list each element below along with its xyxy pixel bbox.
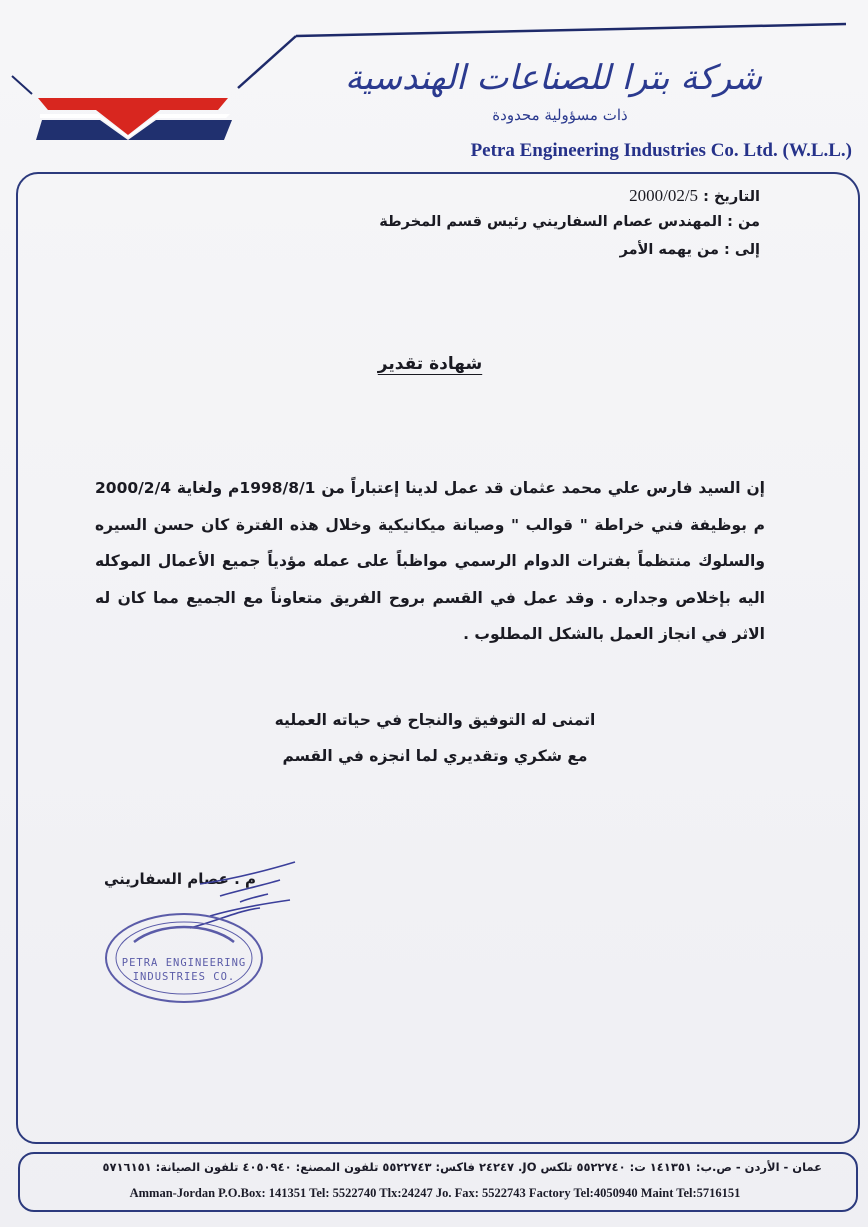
letter-body: إن السيد فارس علي محمد عثمان قد عمل لدينا إعتباراً من 1998/8/1م ولغاية 2000/2/4 م بوظيفة فني خراطة " قوالب " وصيانة ميكانيكية وخلال هذه الفترة كان حسن السيره والسلوك منتظماً بفترات الدوام الرسمي مواظباً على عمله مؤدياً جميع الأعمال الموكله اليه بإخلاص وجداره . وقد عمل في القسم بروح الفريق متعاوناً مع الجميع مما كان له الاثر في انجاز العمل بالشكل المطلوب . — [95, 479, 765, 643]
company-logo-icon — [36, 98, 232, 140]
company-name-english: Petra Engineering Industries Co. Ltd. (W.L.L.) — [470, 140, 852, 161]
date-line — [629, 186, 760, 206]
footer-arabic: عمان - الأردن - ص.ب: ١٤١٣٥١ ت: ٥٥٢٢٧٤٠ تلكس JO. ٢٤٢٤٧ فاكس: ٥٥٢٢٧٤٣ تلفون المصنع: ٤٠٥٠٩٤٠ تلفون الصيانة: ٥٧١٦١٥١ — [102, 1160, 822, 1174]
signatory-name: م . عصام السفاريني — [103, 870, 256, 888]
date-value: 2000/02/5 — [629, 186, 699, 205]
stamp-text — [104, 956, 264, 984]
company-type-arabic: ذات مسؤولية محدودة — [492, 106, 628, 124]
from-line: من : المهندس عصام السفاريني رئيس قسم المخرطة — [379, 214, 760, 230]
stamp-line-1: PETRA ENGINEERING — [121, 957, 247, 969]
date-label: التاريخ : — [703, 189, 760, 205]
letter-title: شهادة تقدير — [377, 354, 483, 374]
stamp-line-2: INDUSTRIES CO. — [132, 971, 236, 983]
closing-line-1: اتمنى له التوفيق والنجاح في حياته العمليه — [274, 711, 596, 729]
footer-english: Amman-Jordan P.O.Box: 141351 Tel: 5522740 Tlx:24247 Jo. Fax: 5522743 Factory Tel:4050940 Maint Tel:5716151 — [129, 1186, 741, 1200]
header-diagonal-line — [238, 36, 296, 88]
closing-block — [210, 702, 660, 774]
to-line: إلى : من يهمه الأمر — [619, 242, 760, 258]
closing-line-2: مع شكري وتقديري لما انجزه في القسم — [282, 747, 588, 765]
header-top-line — [296, 24, 846, 36]
company-name-arabic: شركة بترا للصناعات الهندسية — [345, 58, 762, 98]
header-left-tick — [12, 76, 32, 94]
